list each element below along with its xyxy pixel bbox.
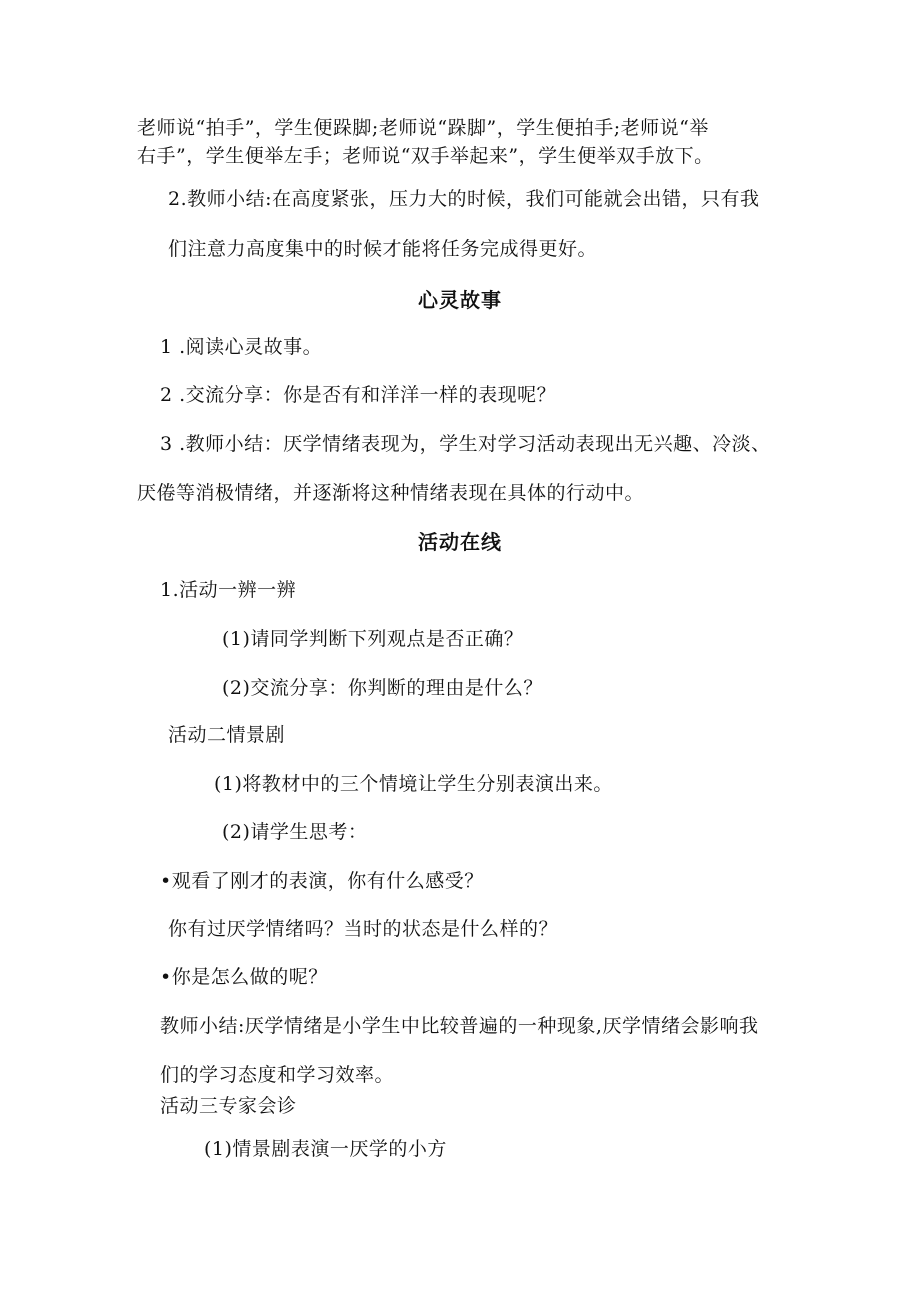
paragraph-line: 教师小结:厌学情绪是小学生中比较普遍的一种现象,厌学情绪会影响我 [160, 1015, 759, 1037]
list-item: (1)将教材中的三个情境让学生分别表演出来。 [214, 773, 613, 795]
list-item: (1)情景剧表演一厌学的小方 [204, 1138, 447, 1160]
bullet-item: •观看了刚才的表演，你有什么感受？ [160, 870, 484, 892]
paragraph-line: 们的学习态度和学习效率。 [160, 1064, 395, 1086]
paragraph-line: 2.教师小结:在高度紧张，压力大的时候，我们可能就会出错，只有我 [168, 188, 760, 210]
bullet-item: •你是怎么做的呢？ [160, 966, 328, 988]
list-item: (2)请学生思考： [222, 821, 368, 843]
list-item: 3 .教师小结：厌学情绪表现为，学生对学习活动表现出无兴趣、冷淡、 [160, 433, 771, 455]
list-item: 活动二情景剧 [168, 724, 286, 746]
list-item: (2)交流分享：你判断的理由是什么？ [222, 677, 543, 699]
list-item: 1.活动一辨一辨 [160, 579, 297, 601]
paragraph-line: 右手”，学生便举左手；老师说“双手举起来”，学生便举双手放下。 [137, 145, 714, 167]
section-heading: 心灵故事 [418, 288, 502, 312]
section-heading: 活动在线 [418, 530, 502, 554]
paragraph-line: 你有过厌学情绪吗？当时的状态是什么样的？ [168, 918, 559, 940]
paragraph-line: 们注意力高度集中的时候才能将任务完成得更好。 [168, 238, 598, 260]
list-item: 1 .阅读心灵故事。 [160, 336, 323, 358]
list-item: 活动三专家会诊 [160, 1095, 297, 1117]
list-item: (1)请同学判断下列观点是否正确？ [222, 628, 524, 650]
paragraph-line: 老师说“拍手”，学生便跺脚;老师说“跺脚”，学生便拍手;老师说“举 [137, 117, 709, 139]
list-item: 2 .交流分享：你是否有和洋洋一样的表现呢？ [160, 384, 557, 406]
paragraph-line: 厌倦等消极情绪，并逐渐将这种情绪表现在具体的行动中。 [137, 482, 645, 504]
